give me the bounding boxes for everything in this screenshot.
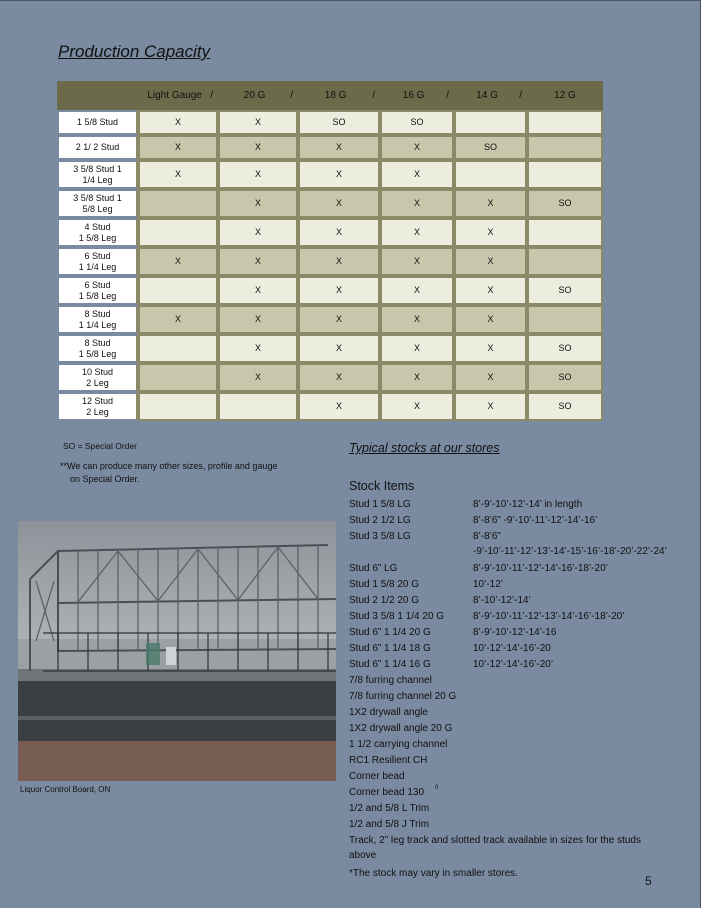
stock-item bbox=[349, 513, 679, 529]
header-separator: / bbox=[372, 90, 375, 101]
capacity-cell: X bbox=[454, 392, 527, 421]
capacity-cell: X bbox=[218, 334, 298, 363]
row-label bbox=[57, 334, 138, 363]
capacity-cell: X bbox=[454, 276, 527, 305]
stock-item-name: 7/8 furring channel bbox=[349, 675, 432, 686]
stock-item bbox=[349, 641, 679, 657]
stock-item-name: 1/2 and 5/8 L Trim bbox=[349, 803, 430, 814]
capacity-cell: X bbox=[380, 135, 454, 160]
column-header bbox=[380, 81, 454, 110]
stock-item-lengths: 8’-10’-12’-14’ bbox=[473, 595, 531, 606]
capacity-cell: SO bbox=[380, 110, 454, 135]
stock-item-lengths: 8’-9’-10’-11’-12’-14’-16’-18’-20’ bbox=[473, 563, 608, 574]
capacity-cell: SO bbox=[298, 110, 380, 135]
stock-items-list bbox=[349, 497, 679, 865]
table-row bbox=[57, 305, 603, 334]
capacity-cell: X bbox=[298, 218, 380, 247]
row-label bbox=[57, 135, 138, 160]
capacity-cell: X bbox=[138, 135, 218, 160]
row-label bbox=[57, 392, 138, 421]
building-photo bbox=[18, 521, 336, 781]
row-label-line-2: 5/8 Leg bbox=[82, 203, 113, 214]
capacity-cell: X bbox=[218, 247, 298, 276]
stock-item bbox=[349, 769, 679, 785]
capacity-cell: X bbox=[298, 276, 380, 305]
column-header-label: 16 G bbox=[402, 90, 425, 101]
stock-item-name: 1X2 drywall angle bbox=[349, 707, 428, 718]
stock-item-name: Stud 6” 1 1/4 18 G bbox=[349, 643, 431, 654]
row-label-line-1: 6 Stud bbox=[84, 250, 111, 261]
capacity-cell: X bbox=[218, 363, 298, 392]
row-label-line-1: 10 Stud bbox=[81, 366, 114, 377]
table-header bbox=[57, 81, 603, 110]
capacity-cell: X bbox=[138, 160, 218, 189]
capacity-cell: X bbox=[380, 218, 454, 247]
stock-item-name: Stud 6” 1 1/4 16 G bbox=[349, 659, 431, 670]
stock-item bbox=[349, 753, 679, 769]
stock-item bbox=[349, 801, 679, 817]
column-header bbox=[298, 81, 380, 110]
stock-item-name: 7/8 furring channel 20 G bbox=[349, 691, 457, 702]
stock-item bbox=[349, 673, 679, 689]
stock-item-name: 1/2 and 5/8 J Trim bbox=[349, 819, 430, 830]
capacity-cell: X bbox=[298, 305, 380, 334]
row-label-line-1: 3 5/8 Stud 1 bbox=[73, 192, 122, 203]
capacity-cell: X bbox=[454, 363, 527, 392]
row-label-line-1: 4 Stud bbox=[84, 221, 111, 232]
row-label-line-1: 12 Stud bbox=[81, 395, 114, 406]
capacity-cell: X bbox=[380, 392, 454, 421]
capacity-cell bbox=[527, 135, 603, 160]
note-line-1: **We can produce many other sizes, profile and gauge bbox=[60, 461, 278, 471]
row-label bbox=[57, 160, 138, 189]
capacity-cell: X bbox=[218, 160, 298, 189]
capacity-cell: X bbox=[298, 135, 380, 160]
column-header-label: Light Gauge bbox=[147, 90, 202, 101]
capacity-cell: X bbox=[380, 247, 454, 276]
stock-item-name: Stud 6” LG bbox=[349, 563, 398, 574]
stock-item-lengths: 10’-12’-14’-16’-20 bbox=[473, 643, 551, 654]
stock-item bbox=[349, 609, 679, 625]
production-capacity-table bbox=[57, 81, 603, 421]
capacity-cell: X bbox=[218, 276, 298, 305]
stock-item-name: Stud 3 5/8 1 1/4 20 G bbox=[349, 611, 445, 622]
capacity-cell bbox=[138, 392, 218, 421]
capacity-cell: X bbox=[380, 305, 454, 334]
capacity-cell: SO bbox=[454, 135, 527, 160]
stock-item-name: Stud 2 1/2 LG bbox=[349, 515, 411, 526]
capacity-cell: X bbox=[380, 363, 454, 392]
row-label-line-1: 2 1/ 2 Stud bbox=[75, 142, 120, 152]
capacity-cell: X bbox=[218, 135, 298, 160]
top-border bbox=[0, 0, 701, 1]
capacity-cell bbox=[454, 110, 527, 135]
stock-item bbox=[349, 657, 679, 673]
capacity-cell bbox=[218, 392, 298, 421]
capacity-cell: X bbox=[298, 160, 380, 189]
capacity-cell bbox=[138, 189, 218, 218]
capacity-cell: X bbox=[218, 305, 298, 334]
table-row bbox=[57, 276, 603, 305]
table-body bbox=[57, 110, 603, 421]
header-separator: / bbox=[519, 90, 522, 101]
capacity-cell bbox=[138, 334, 218, 363]
stock-item-name: 1X2 drywall angle 20 G bbox=[349, 723, 453, 734]
special-order-note bbox=[60, 460, 310, 486]
stock-item-lengths: 8’-9’-10’-11’-12’-13’-14’-16’-18’-20’ bbox=[473, 611, 625, 622]
row-label-line-2: 1/4 Leg bbox=[82, 174, 113, 185]
stock-item bbox=[349, 737, 679, 753]
row-label bbox=[57, 110, 138, 135]
capacity-cell bbox=[527, 160, 603, 189]
stock-item bbox=[349, 785, 679, 801]
row-label bbox=[57, 363, 138, 392]
table-row bbox=[57, 334, 603, 363]
stock-item-name: Corner bead bbox=[349, 771, 405, 782]
capacity-cell bbox=[527, 218, 603, 247]
stock-item bbox=[349, 529, 679, 561]
row-label-line-1: 3 5/8 Stud 1 bbox=[73, 163, 122, 174]
capacity-cell bbox=[138, 276, 218, 305]
column-header bbox=[218, 81, 298, 110]
capacity-cell: X bbox=[298, 363, 380, 392]
row-label-line-2: 1 5/8 Leg bbox=[78, 348, 117, 359]
row-label-line-1: 6 Stud bbox=[84, 279, 111, 290]
header-empty-cell bbox=[57, 81, 138, 110]
row-label-line-2: 1 5/8 Leg bbox=[78, 290, 117, 301]
row-label-line-1: 1 5/8 Stud bbox=[76, 117, 119, 127]
degree-mark: 0 bbox=[435, 785, 439, 791]
capacity-cell: SO bbox=[527, 392, 603, 421]
track-note-row bbox=[349, 833, 679, 865]
capacity-cell: X bbox=[298, 392, 380, 421]
capacity-cell: X bbox=[218, 189, 298, 218]
column-header bbox=[527, 81, 603, 110]
capacity-cell bbox=[138, 218, 218, 247]
stock-item bbox=[349, 625, 679, 641]
stock-item-lengths: 10’-12’ bbox=[473, 579, 504, 590]
capacity-cell: X bbox=[380, 189, 454, 218]
capacity-cell: SO bbox=[527, 363, 603, 392]
table-row bbox=[57, 135, 603, 160]
typical-stocks-title: Typical stocks at our stores bbox=[349, 441, 500, 455]
capacity-cell: X bbox=[138, 110, 218, 135]
row-label-line-2: 1 1/4 Leg bbox=[78, 261, 117, 272]
capacity-cell: SO bbox=[527, 276, 603, 305]
row-label bbox=[57, 276, 138, 305]
table-row bbox=[57, 247, 603, 276]
capacity-cell bbox=[138, 363, 218, 392]
capacity-cell: X bbox=[454, 305, 527, 334]
stock-item-lengths: 8’-8’6” -9’-10’-11’-12’-13’-14’-15’-16’-18’-20’-22’-24’ bbox=[473, 531, 667, 557]
stock-item-name: Stud 2 1/2 20 G bbox=[349, 595, 420, 606]
row-label-line-1: 8 Stud bbox=[84, 337, 111, 348]
stock-item bbox=[349, 817, 679, 833]
table-row bbox=[57, 110, 603, 135]
row-label bbox=[57, 189, 138, 218]
capacity-cell bbox=[527, 305, 603, 334]
row-label bbox=[57, 247, 138, 276]
capacity-cell: X bbox=[454, 247, 527, 276]
page-title: Production Capacity bbox=[58, 42, 211, 61]
legend-special-order: SO = Special Order bbox=[63, 441, 137, 451]
header-separator: / bbox=[290, 90, 293, 101]
stock-item-lengths: 10’-12’-14’-16’-20’ bbox=[473, 659, 554, 670]
column-header-label: 14 G bbox=[476, 90, 498, 101]
stock-item-lengths: 8’-9’-10’-12’-14’ in length bbox=[473, 499, 583, 510]
capacity-cell bbox=[527, 110, 603, 135]
stock-item bbox=[349, 689, 679, 705]
capacity-cell: X bbox=[454, 334, 527, 363]
capacity-cell bbox=[454, 160, 527, 189]
column-header-label: 20 G bbox=[243, 90, 266, 101]
row-label-line-2: 1 5/8 Leg bbox=[78, 232, 117, 243]
stock-item bbox=[349, 721, 679, 737]
capacity-cell: X bbox=[454, 189, 527, 218]
steel-frame-building-image bbox=[18, 521, 336, 781]
note-line-2: on Special Order. bbox=[70, 474, 140, 484]
stock-item bbox=[349, 705, 679, 721]
row-label bbox=[57, 305, 138, 334]
capacity-cell: X bbox=[380, 334, 454, 363]
capacity-cell: X bbox=[380, 276, 454, 305]
table-row bbox=[57, 392, 603, 421]
row-label-line-2: 2 Leg bbox=[86, 406, 109, 417]
capacity-cell: X bbox=[380, 160, 454, 189]
capacity-cell: X bbox=[454, 218, 527, 247]
column-header-label: 18 G bbox=[324, 90, 347, 101]
capacity-cell: X bbox=[138, 305, 218, 334]
table-row bbox=[57, 363, 603, 392]
capacity-cell: X bbox=[218, 110, 298, 135]
stock-items-heading: Stock Items bbox=[349, 479, 415, 493]
stock-item bbox=[349, 577, 679, 593]
stock-item-name: Stud 6” 1 1/4 20 G bbox=[349, 627, 431, 638]
page-number: 5 bbox=[645, 874, 652, 888]
stock-item-name: Stud 3 5/8 LG bbox=[349, 531, 411, 542]
column-header bbox=[454, 81, 527, 110]
row-label-line-2: 1 1/4 Leg bbox=[78, 319, 117, 330]
capacity-cell: X bbox=[298, 189, 380, 218]
header-separator: / bbox=[446, 90, 449, 101]
stock-item-name: 1 1/2 carrying channel bbox=[349, 739, 448, 750]
capacity-cell bbox=[527, 247, 603, 276]
stock-item-lengths: 8’-9’-10’-12’-14’-16 bbox=[473, 627, 557, 638]
stock-item bbox=[349, 593, 679, 609]
column-header-label: 12 G bbox=[554, 90, 576, 101]
stock-item bbox=[349, 561, 679, 577]
capacity-cell: SO bbox=[527, 189, 603, 218]
capacity-cell: X bbox=[218, 218, 298, 247]
row-label-line-2: 2 Leg bbox=[86, 377, 109, 388]
row-label-line-1: 8 Stud bbox=[84, 308, 111, 319]
stock-item-lengths: 8’-8’6” -9’-10’-11’-12’-14’-16’ bbox=[473, 515, 598, 526]
row-label bbox=[57, 218, 138, 247]
table-row bbox=[57, 189, 603, 218]
table-row bbox=[57, 218, 603, 247]
stock-item bbox=[349, 497, 679, 513]
column-header bbox=[138, 81, 218, 110]
stock-item-name: Corner bead 130 bbox=[349, 787, 425, 798]
capacity-cell: X bbox=[138, 247, 218, 276]
capacity-cell: SO bbox=[527, 334, 603, 363]
stock-item-name: RC1 Resilient CH bbox=[349, 755, 428, 766]
photo-caption: Liquor Control Board, ON bbox=[20, 785, 111, 794]
table-row bbox=[57, 160, 603, 189]
capacity-cell: X bbox=[298, 334, 380, 363]
header-separator: / bbox=[210, 90, 213, 101]
stock-item-name: Stud 1 5/8 20 G bbox=[349, 579, 420, 590]
stock-note: *The stock may vary in smaller stores. bbox=[349, 868, 518, 879]
stock-item-name: Stud 1 5/8 LG bbox=[349, 499, 411, 510]
track-note: Track, 2” leg track and slotted track available in sizes for the studs above bbox=[349, 835, 641, 861]
capacity-cell: X bbox=[298, 247, 380, 276]
